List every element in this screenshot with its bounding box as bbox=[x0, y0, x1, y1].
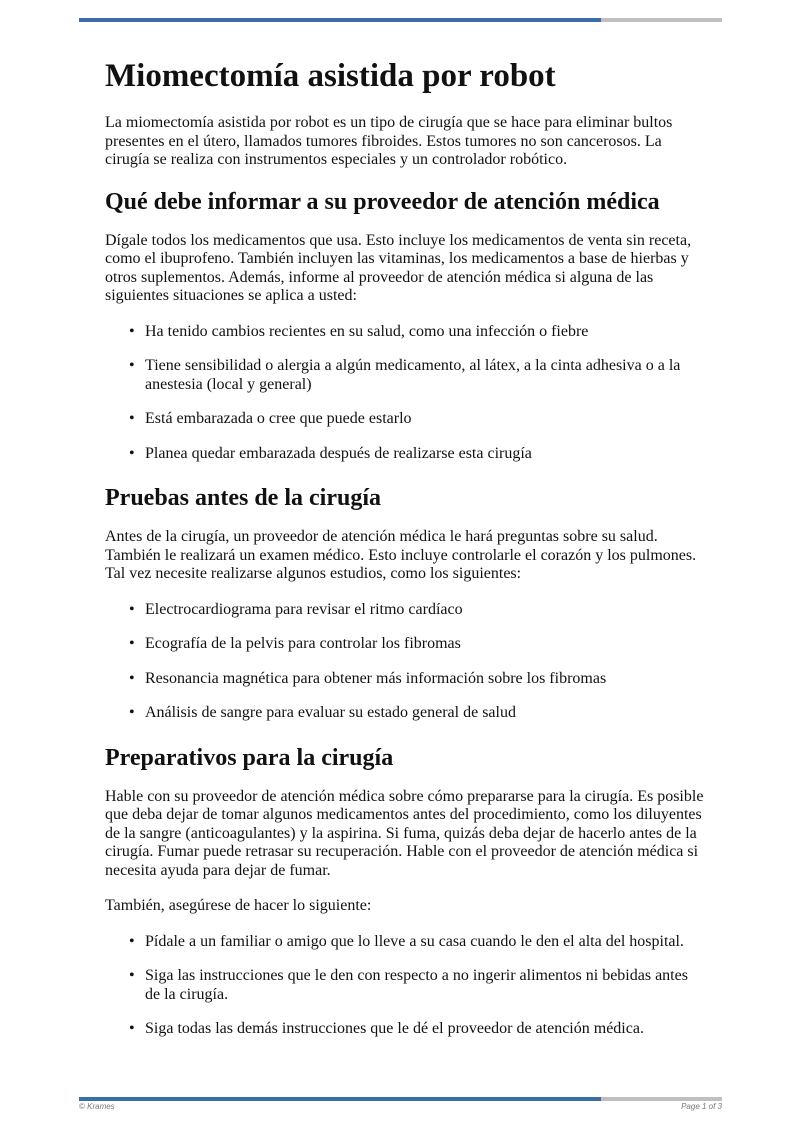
section-paragraph: Dígale todos los medicamentos que usa. Esto incluye los medicamentos de venta sin receta, como el ibuprofeno. También incluyen las vitaminas, los medicamentos a base de hierbas y otros suplementos. Además, informe al proveedor de atención médica si alguna de las siguientes situaciones se aplica a usted: bbox=[105, 231, 692, 304]
list-item bbox=[105, 967, 705, 1004]
bullet-icon: • bbox=[129, 410, 135, 427]
section-paragraph: Antes de la cirugía, un proveedor de atención médica le hará preguntas sobre su salud. También le realizará un examen médico. Esto incluye controlarle el corazón y los pulmones. Tal vez necesite realizarse algunos estudios, como los siguientes: bbox=[105, 528, 697, 582]
top-accent-bar bbox=[79, 18, 722, 22]
list-item bbox=[105, 357, 705, 394]
bullet-icon: • bbox=[129, 967, 135, 984]
page-title: Miomectomía asistida por robot bbox=[105, 58, 556, 94]
section-paragraph: Hable con su proveedor de atención médica sobre cómo prepararse para la cirugía. Es posible que deba dejar de tomar algunos medicamentos antes del procedimiento, como los diluyentes de la sangre (anticoagulantes) y la aspirina. Si fuma, quizás deba dejar de hacerlo antes de la cirugía. Fumar puede retrasar su recuperación. Hable con el proveedor de atención médica si necesita ayuda para dejar de fumar. bbox=[105, 787, 704, 879]
list-item bbox=[105, 1020, 705, 1039]
bullet-icon: • bbox=[129, 357, 135, 374]
list-item-text: Resonancia magnética para obtener más información sobre los fibromas bbox=[145, 669, 607, 687]
section-heading-tests: Pruebas antes de la cirugía bbox=[105, 485, 381, 511]
copyright-text: © Krames bbox=[79, 1102, 115, 1111]
section-paragraph: También, asegúrese de hacer lo siguiente: bbox=[105, 897, 372, 914]
list-item-text: Está embarazada o cree que puede estarlo bbox=[145, 410, 412, 427]
bullet-icon: • bbox=[129, 444, 135, 462]
list-item-text: Siga todas las demás instrucciones que le dé el proveedor de atención médica. bbox=[145, 1020, 644, 1037]
bullet-list-tests bbox=[105, 601, 705, 723]
list-item-text: Análisis de sangre para evaluar su estado general de salud bbox=[145, 704, 516, 721]
list-item-text: Ecografía de la pelvis para controlar los fibromas bbox=[145, 635, 461, 652]
list-item-text: Ha tenido cambios recientes en su salud, como una infección o fiebre bbox=[145, 322, 589, 340]
list-item bbox=[105, 601, 705, 620]
bottom-accent-bar-blue bbox=[79, 1097, 601, 1101]
bullet-icon: • bbox=[129, 1020, 135, 1037]
bottom-accent-bar bbox=[79, 1097, 722, 1101]
bullet-list-what-to-tell bbox=[105, 323, 705, 464]
top-accent-bar-blue bbox=[79, 18, 601, 22]
list-item bbox=[105, 323, 705, 342]
bullet-icon: • bbox=[129, 704, 135, 721]
list-item bbox=[105, 635, 705, 654]
list-item bbox=[105, 410, 705, 429]
document-body bbox=[105, 56, 705, 1059]
top-accent-bar-grey bbox=[601, 18, 722, 22]
bullet-icon: • bbox=[129, 932, 135, 950]
bullet-icon: • bbox=[129, 635, 135, 652]
list-item-text: Siga las instrucciones que le den con respecto a no ingerir alimentos ni bebidas antes de la cirugía. bbox=[145, 967, 688, 1003]
list-item-text: Planea quedar embarazada después de realizarse esta cirugía bbox=[145, 444, 532, 462]
list-item-text: Tiene sensibilidad o alergia a algún medicamento, al látex, a la cinta adhesiva o a la anestesia (local y general) bbox=[145, 357, 681, 393]
list-item-text: Pídale a un familiar o amigo que lo lleve a su casa cuando le den el alta del hospital. bbox=[145, 932, 684, 950]
page-number: Page 1 of 3 bbox=[681, 1102, 722, 1111]
bottom-accent-bar-grey bbox=[601, 1097, 722, 1101]
list-item bbox=[105, 670, 705, 689]
bullet-icon: • bbox=[129, 669, 135, 687]
list-item bbox=[105, 445, 705, 464]
bullet-list-preparation bbox=[105, 933, 705, 1039]
list-item-text: Electrocardiograma para revisar el ritmo cardíaco bbox=[145, 600, 463, 618]
section-heading-preparation: Preparativos para la cirugía bbox=[105, 744, 394, 771]
section-heading-what-to-tell: Qué debe informar a su proveedor de atención médica bbox=[105, 188, 660, 215]
bullet-icon: • bbox=[129, 322, 135, 340]
list-item bbox=[105, 933, 705, 952]
list-item bbox=[105, 704, 705, 723]
bullet-icon: • bbox=[129, 600, 135, 618]
intro-paragraph: La miomectomía asistida por robot es un tipo de cirugía que se hace para eliminar bultos presentes en el útero, llamados tumores fibroides. Estos tumores no son cancerosos. La cirugía se realiza con instrumentos especiales y un controlador robótico. bbox=[105, 114, 673, 168]
